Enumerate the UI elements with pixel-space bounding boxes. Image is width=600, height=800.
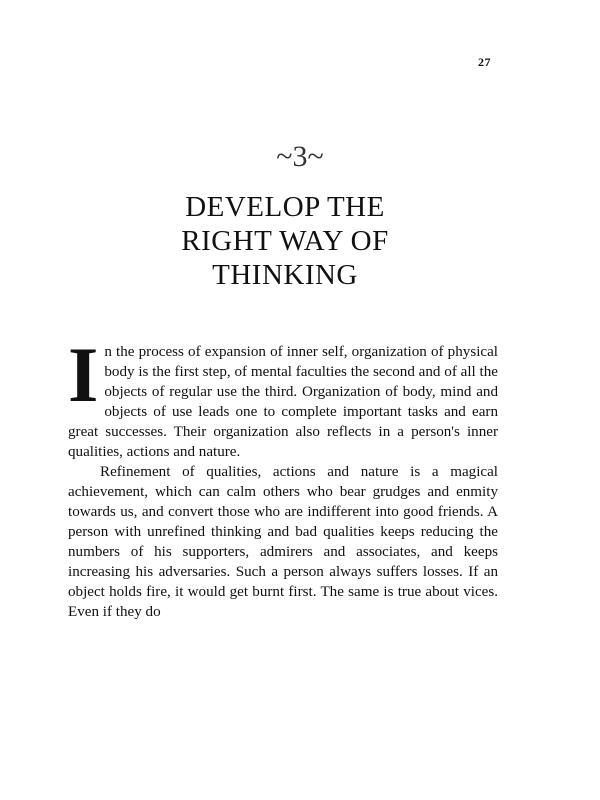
page-number: 27 <box>478 55 491 69</box>
chapter-title-line-2: RIGHT WAY OF <box>181 225 389 257</box>
paragraph-1 <box>68 331 498 462</box>
paragraph-1-text: n the process of expansion of inner self, organization of physical body is the first step, of mental faculties the second and of all the objects of regular use the third. Organization of body, mind and objects of use leads one to complete important tasks and earn great successes. Their organization also reflects in a person's inner qualities, actions and nature. <box>68 344 498 460</box>
drop-cap: I <box>68 331 99 418</box>
chapter-title-line-3: THINKING <box>212 259 358 291</box>
body-text <box>68 331 498 622</box>
chapter-title <box>0 190 570 292</box>
chapter-title-line-1: DEVELOP THE <box>185 191 385 223</box>
paragraph-2: Refinement of qualities, actions and nature is a magical achievement, which can calm others who bear grudges and enmity towards us, and convert those who are indifferent into good friends. A person with unrefined thinking and bad qualities keeps reducing the numbers of his supporters, admirers and associates, and keeps increasing his adversaries. Such a person always suffers losses. If an object holds fire, it would get burnt first. The same is true about vices. Even if they do <box>68 464 498 620</box>
chapter-number: ~3~ <box>276 140 324 173</box>
